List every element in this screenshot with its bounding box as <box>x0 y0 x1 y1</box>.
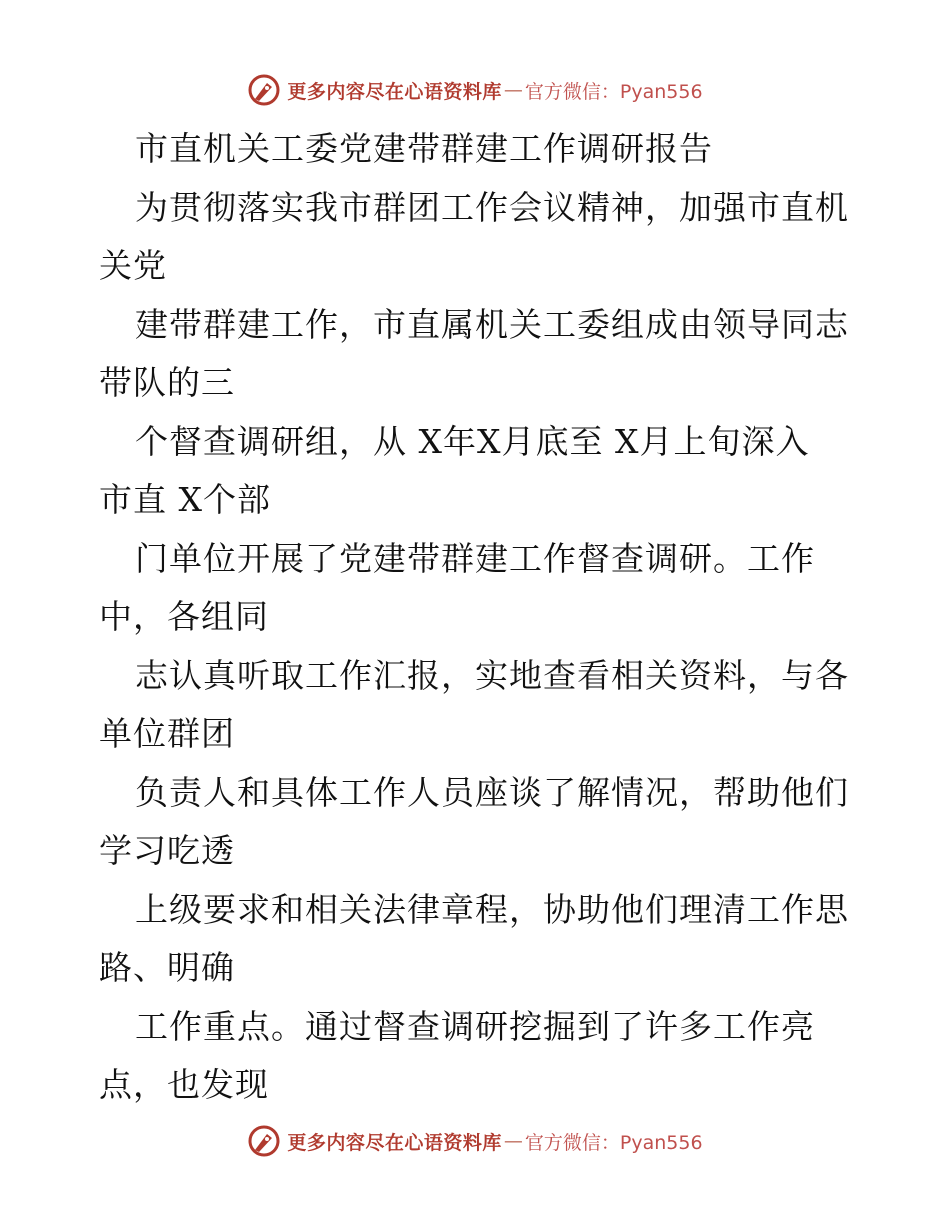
watermark-text: 更多内容尽在心语资料库 <box>287 1131 502 1154</box>
text-line: 上级要求和相关法律章程，协助他们理清工作思 <box>135 889 849 929</box>
watermark-contact: 官方微信：Pyan556 <box>524 80 703 103</box>
text-line: 中，各组同 <box>99 597 269 636</box>
text-line: 志认真听取工作汇报，实地查看相关资料，与各 <box>135 655 849 695</box>
text-line: 学习吃透 <box>99 831 235 870</box>
text-line: 门单位开展了党建带群建工作督查调研。工作 <box>135 538 815 578</box>
text-line: 关党 <box>99 246 167 285</box>
text-line: 工作重点。通过督查调研挖掘到了许多工作亮 <box>135 1006 815 1046</box>
watermark-dash: — <box>503 1130 523 1152</box>
text-line: 市直 X个部 <box>99 480 271 519</box>
text-line: 点，也发现 <box>99 1065 269 1104</box>
text-line: 个督查调研组，从 X年X月底至 X月上旬深入 <box>135 421 810 461</box>
text-line: 单位群团 <box>99 714 235 753</box>
document-body <box>99 120 859 1115</box>
pen-nib-logo-icon <box>247 73 281 107</box>
text-line: 负责人和具体工作人员座谈了解情况，帮助他们 <box>135 772 849 812</box>
text-line: 为贯彻落实我市群团工作会议精神，加强市直机 <box>135 187 849 227</box>
pen-nib-logo-icon <box>247 1124 281 1158</box>
footer-watermark <box>0 1121 950 1161</box>
watermark-text: 更多内容尽在心语资料库 <box>287 80 502 103</box>
text-line: 带队的三 <box>99 363 235 402</box>
header-watermark <box>0 70 950 110</box>
text-line: 路、明确 <box>99 948 235 987</box>
watermark-dash: — <box>503 79 523 101</box>
watermark-contact: 官方微信：Pyan556 <box>524 1131 703 1154</box>
text-line: 建带群建工作，市直属机关工委组成由领导同志 <box>135 304 849 344</box>
text-line: 市直机关工委党建带群建工作调研报告 <box>135 129 713 168</box>
